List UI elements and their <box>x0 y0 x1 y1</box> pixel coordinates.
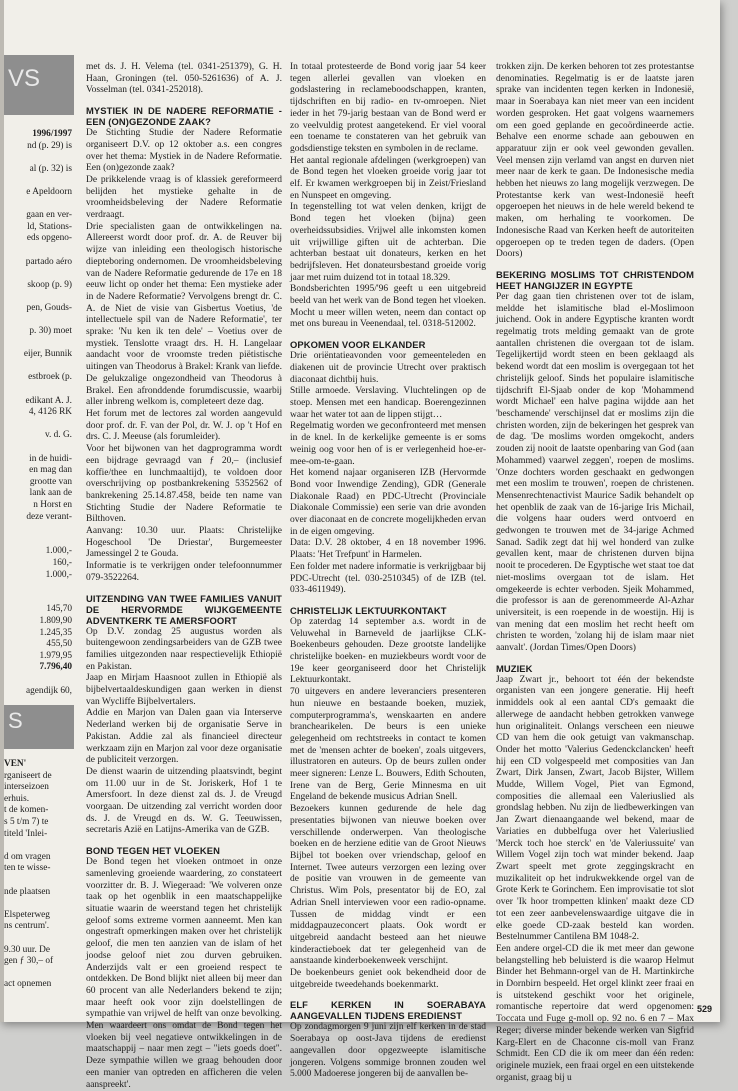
article-paragraph: Het aantal regionale afdelingen (werkgroepen) van de Bond tegen het vloeken groeide vorig jaar tot elf. Er kwamen werkgroepen bij in Zeist/Friesland en Nunspeet en omgeving. <box>290 155 486 201</box>
strip-line <box>4 968 74 980</box>
article-paragraph: Informatie is te verkrijgen onder telefoonnummer 079-3522264. <box>86 561 282 583</box>
strip-line: p. 30) moet <box>29 326 72 337</box>
article-heading: MYSTIEK IN DE NADERE REFORMATIE - EEN (ON)GEZONDE ZAAK? <box>86 105 282 128</box>
strip-line: Elspeterweg <box>4 909 50 920</box>
article-paragraph: Een folder met nadere informatie is verkrijgbaar bij PDC-Utrecht (tel. 030-2510345) of de IZB (tel. 033-4611949). <box>290 561 486 596</box>
strip-line: 1.000,- <box>45 569 72 580</box>
strip-line: nd (p. 29) is <box>27 140 72 151</box>
article-paragraph: Op D.V. zondag 25 augustus worden als buitengewoon zendingsarbeiders van de GZB twee families uitgezonden naar respectievelijk Ethiopië en Pakistan. <box>86 626 282 672</box>
article-paragraph: met ds. J. H. Velema (tel. 0341-251379), G. H. Haan, Groningen (tel. 050-5261636) of A. J. Vosselman (tel. 0341-252018). <box>86 62 282 96</box>
strip-line: t de komen- <box>4 805 49 816</box>
strip-banner-bottom: S <box>4 705 74 749</box>
strip-line <box>4 593 74 605</box>
strip-line: 4, 4126 RK <box>28 407 72 418</box>
strip-line: e Apeldoorn <box>26 186 72 197</box>
article-paragraph: Drie oriëntatieavonden voor gemeenteleden en diakenen uit de provincie Utrecht over praktisch diaconaat dichtbij huis. <box>290 351 486 385</box>
strip-line <box>4 152 74 164</box>
article-paragraph: Op zondagmorgen 9 juni zijn elf kerken in de stad Soerabaya op oost-Java tijdens de eredienst aangevallen door opgezweepte islamitische jongeren. Volgens sommige bronnen zouden wel 5.000 Madoerese jongeren bij de aanvallen be- <box>290 1022 486 1080</box>
strip-line: partado aéro <box>25 256 72 267</box>
strip-line: 1996/1997 <box>32 129 72 139</box>
article-heading: ELF KERKEN IN SOERABAYA AANGEVALLEN TIJDENS EREDIENST <box>290 999 486 1022</box>
strip-line <box>4 933 74 945</box>
strip-line: 1.245,35 <box>39 627 72 638</box>
strip-line <box>4 523 74 535</box>
article-heading: OPKOMEN VOOR ELKANDER <box>290 339 426 351</box>
strip-line <box>4 674 74 686</box>
article-paragraph: Het forum met de lectores zal worden aangevuld door prof. dr. F. van der Pol, dr. W. J. op 't Hof en drs. C. J. Meeuse (als forumleider). <box>86 408 282 443</box>
strip-line: 160,- <box>52 557 72 568</box>
page-number: 529 <box>697 1004 713 1014</box>
strip-lines-bottom <box>4 759 74 991</box>
article-paragraph: Addie en Marjon van Dalen gaan via Interserve Nederland werken bij de organisatie Serve in Pakistan. Addie zal als financieel directeur werkzaam zijn en Marjon zal voor deze organisatie de publiciteit verzorgen. <box>86 708 282 766</box>
strip-banner-top: VS <box>4 55 74 115</box>
strip-line: edikant A. J. <box>25 395 72 406</box>
article-paragraph: De boekenbeurs geniet ook bekendheid door de uitgebreide tweedehands boekenmarkt. <box>290 968 486 990</box>
strip-line <box>4 581 74 593</box>
strip-line <box>4 384 74 396</box>
article-paragraph: Data: D.V. 28 oktober, 4 en 18 november 1996. Plaats: 'Het Trefpunt' in Harmelen. <box>290 538 486 561</box>
article-heading: BOND TEGEN HET VLOEKEN <box>86 845 220 857</box>
strip-line: VEN' <box>4 759 27 770</box>
strip-line <box>4 268 74 280</box>
strip-line <box>4 361 74 373</box>
strip-line: 1.000,- <box>45 546 72 557</box>
article-paragraph: De dienst waarin de uitzending plaatsvindt, begint om 11.00 uur in de St. Joriskerk, Hof 1 te Amersfoort. In deze dienst zal ds. J. de Vreugd voorgaan. De uitzending zal verricht worden door ds. J. de Vreugd en ds. W. G. Teeuwissen, secretaris Azië en Latijns-Amerika van de GZB. <box>86 766 282 836</box>
strip-line: titeld 'Inlei- <box>4 828 48 839</box>
article-paragraph: In tegenstelling tot wat velen denken, krijgt de Bond tegen het vloeken (bijna) geen overheidssubsidies. Vrijwel alle inkomsten komen uit vrijwillige giften uit de achterban. Die achterban bestaat uit donateurs, kerken en het bedrijfsleven. Het donateursbestand groeide vorig jaar met ruim duizend tot in totaal 18.329. <box>290 202 486 283</box>
article-paragraph: De Stichting Studie der Nadere Reformatie organiseert D.V. op 12 oktober a.s. een congres over het thema: Mystiek in de Nadere Reformatie. Een (on)gezonde zaak? <box>86 128 282 174</box>
article-paragraph: Aanvang: 10.30 uur. Plaats: Christelijke Hogeschool 'De Driestar', Burgemeester Jamessingel 2 te Gouda. <box>86 526 282 560</box>
strip-line: gen ƒ 30,– of <box>4 956 54 967</box>
strip-line: 1.809,90 <box>39 615 72 626</box>
strip-line <box>4 175 74 187</box>
strip-line: act opnemen <box>4 979 52 990</box>
article-paragraph: Regelmatig worden we geconfronteerd met mensen in de knel. In de kerkelijke gemeente is er soms weinig oog voor hen of is er verlegenheid hoe-er-mee-om-te-gaan. <box>290 421 486 467</box>
text-column-3 <box>496 62 694 1083</box>
strip-line: ns centrum'. <box>4 921 50 932</box>
previous-page-strip <box>4 55 74 1022</box>
strip-line: lank aan de <box>29 488 72 499</box>
article-paragraph: Het komend najaar organiseren IZB (Hervormde Bond voor Inwendige Zending), GDR (Generale Diakonale Raad) en PDC-Utrecht (Provinciale Diakonale Commissie) een serie van drie avonden over diaconaat en de concrete mogelijkheden ervan in de eigen omgeving. <box>290 468 486 537</box>
text-column-2 <box>290 62 486 1080</box>
article-paragraph: 70 uitgevers en andere leveranciers presenteren hun nieuwe en bestaande boeken, muziek, computerprogramma's, wenskaarten en andere branchearikelen. De beurs is een unieke gelegenheid om rechtstreeks in contact te komen met de 'mensen achter de boeken', zoals uitgevers, illustratoren en auteurs. Op de beurs zullen onder meer signeren: Lenze L. Bouwers, Edith Schouten, Irene van de Berg, Gerie Minnesma en uit Engeland de bekende musicus Adrian Snell. <box>290 687 486 803</box>
strip-line: pen, Gouds- <box>26 302 72 313</box>
strip-line: eds opgeno- <box>26 233 72 244</box>
article-heading: BEKERING MOSLIMS TOT CHRISTENDOM HEET HANGIJZER IN EGYPTE <box>496 268 694 291</box>
article-paragraph: Stille armoede. Verslaving. Vluchtelingen op de stoep. Mensen met een handicap. Boerengezinnen waar het water tot aan de lippen stijgt… <box>290 386 486 420</box>
strip-line: agendijk 60, <box>26 685 72 696</box>
strip-line: en mag dan <box>29 465 72 476</box>
strip-line: 9.30 uur. De <box>4 944 50 955</box>
strip-line: eijer, Bunnik <box>23 349 72 360</box>
strip-line: interseizoen <box>4 782 49 793</box>
strip-line <box>4 245 74 257</box>
strip-line <box>4 898 74 910</box>
strip-line: v. d. G. <box>44 430 72 441</box>
article-paragraph: trokken zijn. De kerken behoren tot zes protestantse denominaties. Regelmatig is er de laatste jaren sprake van incidenten tegen kerken in Indonesië, maar in Soerabaya kan niet meer van een incident worden gesproken. Het gaat volgens waarnemers om een goed geplande en gecoördineerde actie. Behalve een enorme schade aan gebouwen en apparatuur zijn er ook veel gewonden gevallen. Veel mensen zijn verlamd van angst en durven niet meer naar de kerk te gaan. De Indonesische media hebben het nieuws zo lang mogelijk verzwegen. De Protestantse kerk van west-Indonesië heeft opgeroepen het nieuws in de hele wereld bekend te maken, om herhaling te voorkomen. De Indonesische Raad van Kerken heeft de autoriteiten opgeroepen op te treden tegen de daders. (Open Doors) <box>496 62 694 260</box>
article-paragraph: Per dag gaan tien christenen over tot de islam, meldde het islamitische blad el-Moslimoon juichend. Ook in andere Egyptische kranten wordt regelmatig trots melding gemaakt van de grote aantallen christenen die overgaan tot de islam. Tegelijkertijd wordt steen en been geklaagd als bekend wordt dat een moslim is overgegaan tot het christelijk geloof. Sinds het populaire islamitische tijdschrift El-Sjaab onder de kop 'Mohammend wordt Michael' een halve pagina wijdde aan het 'beschamende' verschijnsel dat er moslims zijn die christen worden, zijn de bekeringen het gesprek van de dag. 'De moslims worden omgekocht, anders zouden zij nooit de laatste openbaring van God (aan Mohammed) vaarwel zeggen', roepen de moslims. 'Onze dochters worden geschaakt en gedwongen met een moslim te trouwen', roepen de christenen. Mensenrechtenactivist Maurice Sadik behandelt op het openblik de zaak van de 16-jarige Iris Michail, die volgens haar ouders werd ontvoerd en gedwongen te trouwen met de 34-jarige Achmed Sanad. Sadik zegt dat hij wel honderd van zulke gevallen kent, maar de christenen durven bijna nooit te procederen. De Egyptische wet staat toe dat niet-moslims overgaan tot de islam. Het omgekeerde is echter verboden. Sjeik Mohammed, die professor is aan de gerenommeerde Al-Azhar universiteit, is een roepende in de woestijn. Hij is van mening dat een moslim het recht heeft om christen te worden, 'zolang hij de islam maar niet aanvalt'. (Jordan Times/Open Doors) <box>496 291 694 654</box>
article-paragraph: Een andere orgel-CD die ik met meer dan gewone belangstelling heb beluisterd is die waarop Helmut Binder het Behmann-orgel van de H. Martinkirche in Dornbirn bespeeld. Het orgel klinkt zeer fraai en is uitstekend geschikt voor het originele, romantische repertoire dat werd opgenomen: Toccata und Fuge g-moll op. 92 no. 6 en 7 – Max Reger; diverse minder bekende werken van Sigfrid Karg-Elert en de Chaconne cis-moll van Franz Schmidt. Een CD die ik om meer dan één reden: originele muziek, een fraai orgel en een uitstekende organist, graag bij u <box>496 943 694 1083</box>
article-paragraph: Jaap Zwart jr., behoort tot één der bekendste organisten van een jongere generatie. Hij heeft inmiddels ook al een aantal CD's gemaakt die allerwege de aandacht hebben getrokken vanwege hun originaliteit. Onlangs verscheen een nieuwe CD van hem die ook getuigt van vakmanschap. Onder het motto 'Valerius Gedenckclancken' heeft hij een CD volgespeeld met composities van Jan Zwart, Dirk Jansen, Zwart, Jacob Bijster, Willem Mudde, Willem Vogel, Piet van Egmond, composities die allemaal een Valeriuslied als grondslag hebben. Nu zijn de liedbewerkingen van Jan Zwart dienaangaande wel bekend, maar de Variaties en dubbelfuga over het Valeriuslied 'Merck toch hoe sterck' en 'de Valeriussuite' van Willem Vogel zijn toch wat minder bekend. Jaap Zwart speelt met grote zeggingskracht en muzikaliteit op het indrukwekkende orgel van de Grote Kerk te Gorinchem. Een improvisatie tot slot over 'Ik hoor trompetten klinken' maakt deze CD tot een zeer aanbevelenswaardige uitgave die in elke goede CD-zaak besteld kan worden. Bestelnummer Cantilena BM 1048-2. <box>496 674 694 943</box>
strip-line: estbroek (p. <box>28 372 72 383</box>
article-paragraph: Bondsberichten 1995/'96 geeft u een uitgebreid beeld van het werk van de Bond tegen het vloeken. Mocht u meer willen weten, neem dan contact op met ons bureau in Veenendaal, tel. 0318-512002. <box>290 284 486 330</box>
strip-line: 1.979,95 <box>39 650 72 661</box>
strip-line: 7.796,40 <box>39 662 72 673</box>
strip-line: al (p. 32) is <box>29 163 72 174</box>
strip-line <box>4 875 74 887</box>
strip-line: grootte van <box>29 476 72 487</box>
strip-line: rganiseert de <box>4 770 52 781</box>
strip-line: nde plaatsen <box>4 886 51 897</box>
article-paragraph: Drie specialisten gaan de ontwikkelingen na. Allereerst wordt door prof. dr. A. de Reuver bij wijze van inleiding een theologisch historische diepteboring ondernomen. De vroomheidsbeleving van de Nadere Reformatie gedurende de 17e en 18 eeuw licht op onder het thema: Een mystieke ader in de Nadere Reformatie? Vervolgens brengt dr. C. A. de Niet de visie van Gisbertus Voetius, 'de intellectuele spil van de Nadere Reformatie', ter sprake: 'Nu ken ik ten dele' – Voetius over de mystiek. Tenslotte vraagt drs. H. H. Langelaar aandacht voor de vroomste treden piëtistische uitingen van Theodorus à Brakel: Krank van liefde. De gelukzalige ongezondheid van Theodorus à Brakel. Een afronddende forumdiscussie, waarbij aller inbreng welkom is, completeert deze dag. <box>86 221 282 408</box>
strip-line: d om vragen <box>4 851 51 862</box>
article-heading: MUZIEK <box>496 662 533 674</box>
strip-line: erhuis. <box>4 793 30 804</box>
article-paragraph: Op zaterdag 14 september a.s. wordt in de Veluwehal in Barneveld de jaarlijkse CLK-Boekenbeurs gehouden. Deze grootste landelijke christelijke boeken- en muziekbeurs wordt voor de 19e keer georganiseerd door het Christelijk Lektuurkontakt. <box>290 616 486 686</box>
strip-line: 145,70 <box>46 604 72 615</box>
strip-line: ld, Stations- <box>27 221 72 232</box>
strip-line: skoop (p. 9) <box>27 279 72 290</box>
strip-lines-top <box>4 129 74 697</box>
strip-line <box>4 442 74 454</box>
strip-line <box>4 840 74 852</box>
article-heading: UITZENDING VAN TWEE FAMILIES VANUIT DE HERVORMDE WIJKGEMEENTE ADVENTKERK TE AMERSFOORT <box>86 592 282 626</box>
strip-line: in de huidi- <box>29 453 72 464</box>
article-paragraph: Jaap en Mirjam Haasnoot zullen in Ethiopië als bijbelvertaaldeskundigen gaan werken in dienst van Wycliffe Bijbelvertalers. <box>86 673 282 707</box>
article-heading: CHRISTELIJK LEKTUURKONTAKT <box>290 604 447 616</box>
strip-line <box>4 199 74 211</box>
article-paragraph: Voor het bijwonen van het dagprogramma wordt een bijdrage gevraagd van ƒ 20,– (inclusief koffie/thee en lunchmaaltijd), te voldoen door overschrijving op postbankrekening 5352562 of bankrekening 25.14.87.458, beide ten name van Stichting Studie der Nadere Reformatie te Bilthoven. <box>86 444 282 525</box>
text-column-1 <box>86 62 282 1090</box>
article-paragraph: In totaal protesteerde de Bond vorig jaar 54 keer tegen allerlei gevallen van vloeken en godslastering in reclameboodschappen, kranten, tijdschriften en bij radio- en tv-omroepen. Niet ieder in het 79-jarig bestaan van de Bond werd er zo veelvuldig protest aangetekend. Er viel vooral een toename te constateren van het gebruik van godsdienstige teksten en symbolen in de reclame. <box>290 62 486 154</box>
strip-line <box>4 338 74 350</box>
strip-line: ten te wisse- <box>4 863 51 874</box>
strip-line: gaan en ver- <box>26 210 72 221</box>
strip-line <box>4 419 74 431</box>
article-paragraph: Bezoekers kunnen gedurende de hele dag presentaties bijwonen van nieuwe boeken over verschillende onderwerpen. Van theologische boeken en de herziene editie van de Groot Nieuws Bijbel tot boeken over vriendschap, geloof en Internet. Twee auteurs verzorgen een lezing over de positie van vrouwen in de gemeente van Christus. Wim Pols, presentator bij de EO, zal Adrian Snell interviewen voor een radio-opname. Tussen de middag vindt er een middagpauzeconcert plaats. Ook wordt er uitgebreid aandacht besteed aan het nieuwe kinderactieboek dat ter gelegenheid van de aanstaande kinderboekenweek verschijnt. <box>290 804 486 967</box>
strip-line: deze verant- <box>26 511 72 522</box>
strip-line: s 5 t/m 7) te <box>4 817 49 828</box>
strip-line: 455,50 <box>46 639 72 650</box>
strip-line <box>4 535 74 547</box>
strip-line <box>4 291 74 303</box>
article-paragraph: De Bond tegen het vloeken ontmoet in onze samenleving groeiende waardering, zo constateert voorzitter dr. B. J. Wiegeraad: 'We volveren onze taak op het ogenblik in een maatschappelijke situatie waarin de weerstand tegen het christelijk geloof soms extreme vormen aanneemt. Men kan ongestraft opmerkingen maken over het christelijk geloof, die men ten aanzien van de islam of het joodse geloof niet zou durven gebruiken. Anderzijds valt er een groeiend respect te ontdekken. De Bond blijkt niet alleen bij meer dan 60 procent van alle Nederlanders bekend te zijn; maar heeft ook voor zijn doelstellingen de sympathie van vrijwel de helft van onze bevolking. Men waardeert ons omdat de Bond tegen het vloeken bij veel negatieve ontwikkelingen in de maatschappij – naar men zegt – "iets goeds doet". Deze sympathie willen we graag behouden door een manier van optreden en afficheren die velen aanspreekt'. <box>86 857 282 1090</box>
article-paragraph: De prikkelende vraag is of klassiek gereformeerd belijden het mystieke gehalte in de vroomheidsbeleving der Nadere Reformatie verdraagt. <box>86 174 282 221</box>
strip-line: n Horst en <box>33 500 72 510</box>
strip-line <box>4 315 74 327</box>
